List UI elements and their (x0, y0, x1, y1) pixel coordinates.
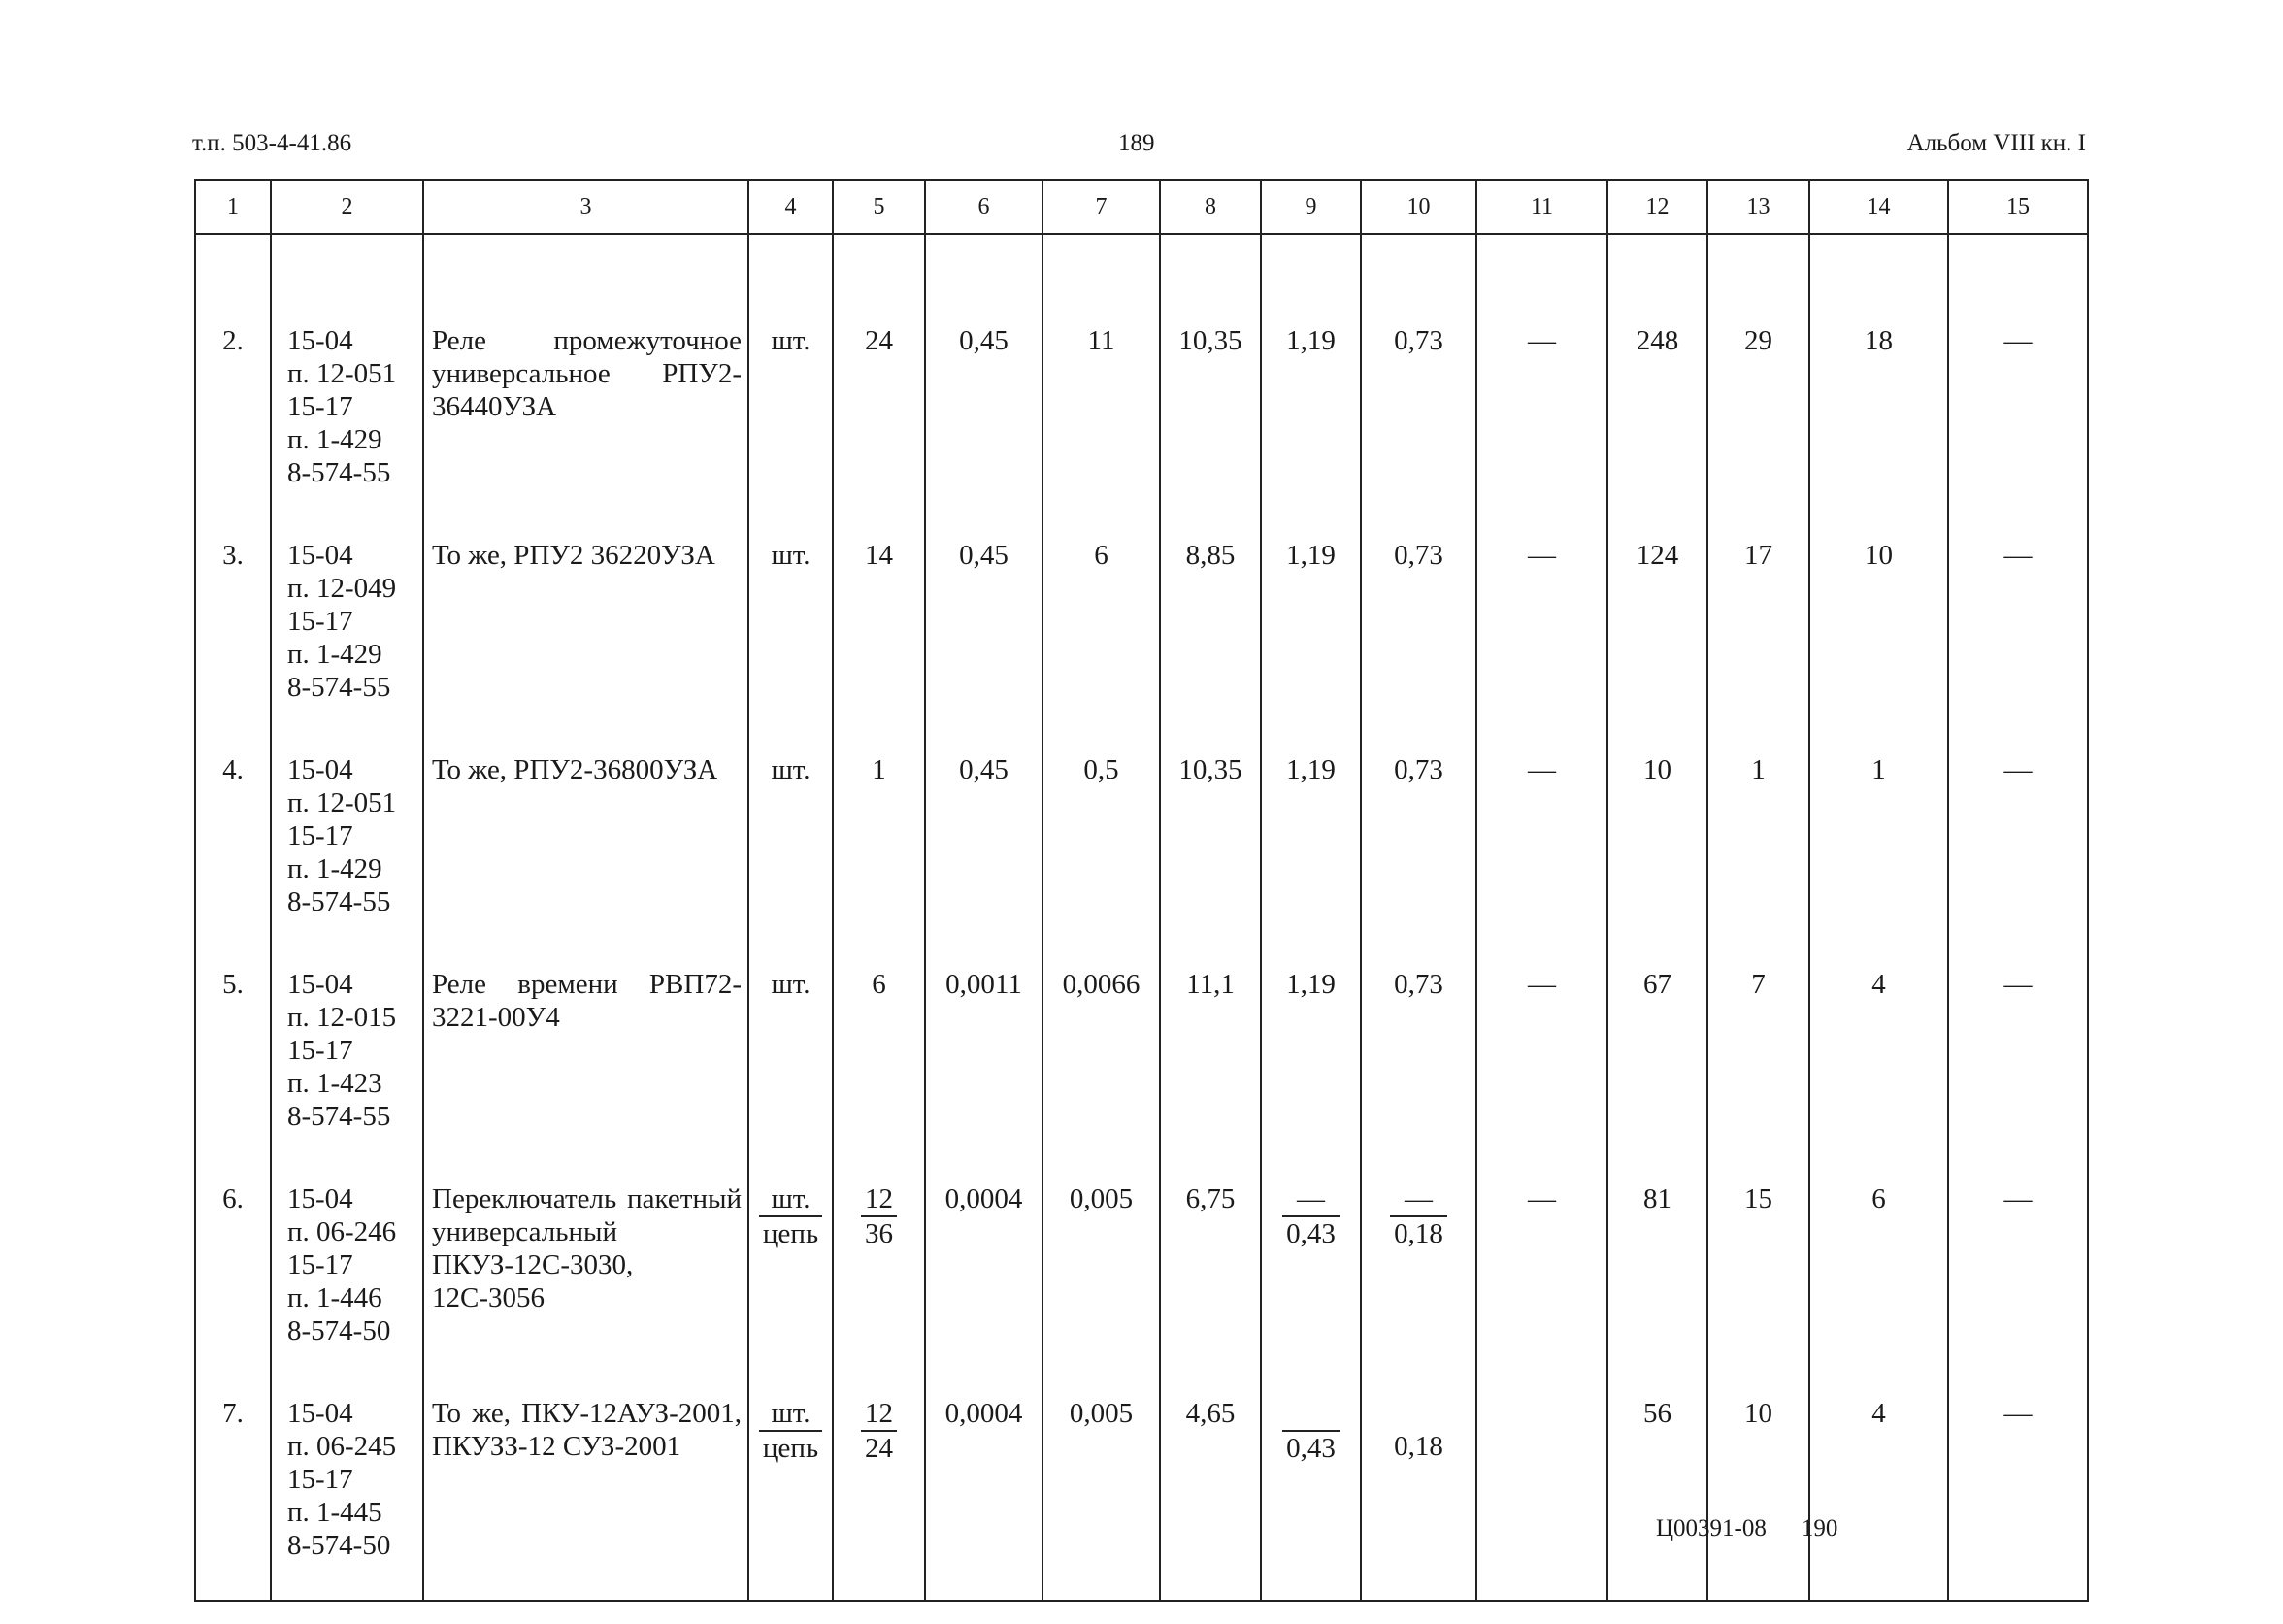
cell-col8: 10,35 (1160, 234, 1261, 527)
item-name: Реле промежуточное универсальное РПУ2-36440УЗА (423, 234, 748, 527)
cell-col9: 1,19 (1261, 956, 1361, 1171)
cell-col13: 29 (1707, 234, 1809, 527)
cell-col12: 124 (1607, 527, 1707, 742)
column-header: 11 (1476, 180, 1607, 234)
row-number: 3. (195, 527, 271, 742)
item-name: То же, РПУ2 36220УЗА (423, 527, 748, 742)
cell-col10: 0,73 (1361, 956, 1476, 1171)
row-number: 4. (195, 742, 271, 956)
column-header: 9 (1261, 180, 1361, 234)
quantity-fraction: $\frac{12}{36}$ (833, 1171, 925, 1385)
column-header: 7 (1042, 180, 1160, 234)
cell-col9: 1,19 (1261, 527, 1361, 742)
norm-codes: 15-04 п. 12-015 15-17 п. 1-423 8-574-55 (271, 956, 423, 1171)
unit-fraction: $\frac{шт.}{\text{цепь}}$ (748, 1385, 833, 1601)
cell-col14: 1 (1809, 742, 1948, 956)
norm-codes: 15-04 п. 06-246 15-17 п. 1-446 8-574-50 (271, 1171, 423, 1385)
column-header: 2 (271, 180, 423, 234)
cell-col10: 0,73 (1361, 527, 1476, 742)
item-name: То же, ПКУ-12АУЗ-2001, ПКУЗЗ-12 СУЗ-2001 (423, 1385, 748, 1601)
cell-col12: 10 (1607, 742, 1707, 956)
column-header: 8 (1160, 180, 1261, 234)
quantity-fraction: $\frac{12}{24}$ (833, 1385, 925, 1601)
cell-col9: 1,19 (1261, 742, 1361, 956)
cell-col11: — (1476, 234, 1607, 527)
table-row (195, 234, 2088, 527)
norm-codes: 15-04 п. 06-245 15-17 п. 1-445 8-574-50 (271, 1385, 423, 1601)
cell-col15: — (1948, 527, 2088, 742)
table-row (195, 1385, 2088, 1601)
cell-col15: — (1948, 234, 2088, 527)
cell-col13: 17 (1707, 527, 1809, 742)
column-header: 15 (1948, 180, 2088, 234)
column-number-row (195, 180, 2088, 234)
norm-codes: 15-04 п. 12-051 15-17 п. 1-429 8-574-55 (271, 742, 423, 956)
cell-col6: 0,45 (925, 527, 1042, 742)
cell-col11 (1476, 1385, 1607, 1601)
cell-col8: 11,1 (1160, 956, 1261, 1171)
row-number: 5. (195, 956, 271, 1171)
cell-col6: 0,0011 (925, 956, 1042, 1171)
cell-col12: 81 (1607, 1171, 1707, 1385)
cell-col6: 0,0004 (925, 1171, 1042, 1385)
cell-col14: 10 (1809, 527, 1948, 742)
item-name: То же, РПУ2-36800УЗА (423, 742, 748, 956)
col9-fraction: 0,43 (1261, 1385, 1361, 1601)
cell-col14: 18 (1809, 234, 1948, 527)
footer-page: 190 (1801, 1515, 1838, 1541)
cell-col7: 0,005 (1042, 1171, 1160, 1385)
row-number: 7. (195, 1385, 271, 1601)
column-header: 1 (195, 180, 271, 234)
cell-col6: 0,45 (925, 234, 1042, 527)
norm-codes: 15-04 п. 12-051 15-17 п. 1-429 8-574-55 (271, 234, 423, 527)
cell-col15: — (1948, 742, 2088, 956)
col10-fraction: $\frac{—}{0,18}$ (1361, 1171, 1476, 1385)
cell-col14: 4 (1809, 1385, 1948, 1601)
footer-code: Ц00391-08 (1656, 1515, 1767, 1541)
cell-col11: — (1476, 527, 1607, 742)
norm-codes: 15-04 п. 12-049 15-17 п. 1-429 8-574-55 (271, 527, 423, 742)
column-header: 10 (1361, 180, 1476, 234)
footer (1656, 1514, 1872, 1543)
cell-col10: 0,73 (1361, 234, 1476, 527)
unit: шт. (748, 742, 833, 956)
cell-col7: 0,005 (1042, 1385, 1160, 1601)
cell-col7: 6 (1042, 527, 1160, 742)
cell-col14: 4 (1809, 956, 1948, 1171)
cell-col10: 0,18 (1361, 1385, 1476, 1601)
cell-col7: 11 (1042, 234, 1160, 527)
cell-quantity: 6 (833, 956, 925, 1171)
cell-quantity: 1 (833, 742, 925, 956)
row-number: 2. (195, 234, 271, 527)
unit-fraction: $\frac{шт.}{\text{цепь}}$ (748, 1171, 833, 1385)
cell-col7: 0,0066 (1042, 956, 1160, 1171)
cell-col12: 67 (1607, 956, 1707, 1171)
cell-col15: — (1948, 956, 2088, 1171)
column-header: 6 (925, 180, 1042, 234)
document-code: т.п. 503-4-41.86 (192, 130, 352, 156)
page-number: 189 (1118, 130, 1155, 156)
cell-col15: — (1948, 1171, 2088, 1385)
row-number: 6. (195, 1171, 271, 1385)
column-header: 12 (1607, 180, 1707, 234)
cell-col10: 0,73 (1361, 742, 1476, 956)
cell-col11: — (1476, 1171, 1607, 1385)
album-label: Альбом VIII кн. I (1906, 130, 2086, 156)
column-header: 14 (1809, 180, 1948, 234)
cell-col12: 56 (1607, 1385, 1707, 1601)
specification-table (194, 179, 2089, 1602)
cell-col13: 15 (1707, 1171, 1809, 1385)
cell-col6: 0,45 (925, 742, 1042, 956)
unit: шт. (748, 527, 833, 742)
column-header: 13 (1707, 180, 1809, 234)
cell-col13: 10 (1707, 1385, 1809, 1601)
cell-col12: 248 (1607, 234, 1707, 527)
cell-col11: — (1476, 742, 1607, 956)
item-name: Переключатель пакетный универсальный ПКУЗ-12С-3030, 12С-3056 (423, 1171, 748, 1385)
cell-col13: 7 (1707, 956, 1809, 1171)
cell-col8: 10,35 (1160, 742, 1261, 956)
column-header: 4 (748, 180, 833, 234)
cell-quantity: 24 (833, 234, 925, 527)
table-row (195, 1171, 2088, 1385)
cell-col11: — (1476, 956, 1607, 1171)
cell-col14: 6 (1809, 1171, 1948, 1385)
cell-col13: 1 (1707, 742, 1809, 956)
table-row (195, 527, 2088, 742)
cell-col7: 0,5 (1042, 742, 1160, 956)
cell-col15: — (1948, 1385, 2088, 1601)
cell-quantity: 14 (833, 527, 925, 742)
table-row (195, 742, 2088, 956)
item-name: Реле времени РВП72-3221-00У4 (423, 956, 748, 1171)
cell-col8: 8,85 (1160, 527, 1261, 742)
cell-col9: 1,19 (1261, 234, 1361, 527)
table-row (195, 956, 2088, 1171)
col9-fraction: $\frac{—}{0,43}$ (1261, 1171, 1361, 1385)
unit: шт. (748, 956, 833, 1171)
column-header: 5 (833, 180, 925, 234)
unit: шт. (748, 234, 833, 527)
cell-col8: 6,75 (1160, 1171, 1261, 1385)
cell-col6: 0,0004 (925, 1385, 1042, 1601)
column-header: 3 (423, 180, 748, 234)
cell-col8: 4,65 (1160, 1385, 1261, 1601)
